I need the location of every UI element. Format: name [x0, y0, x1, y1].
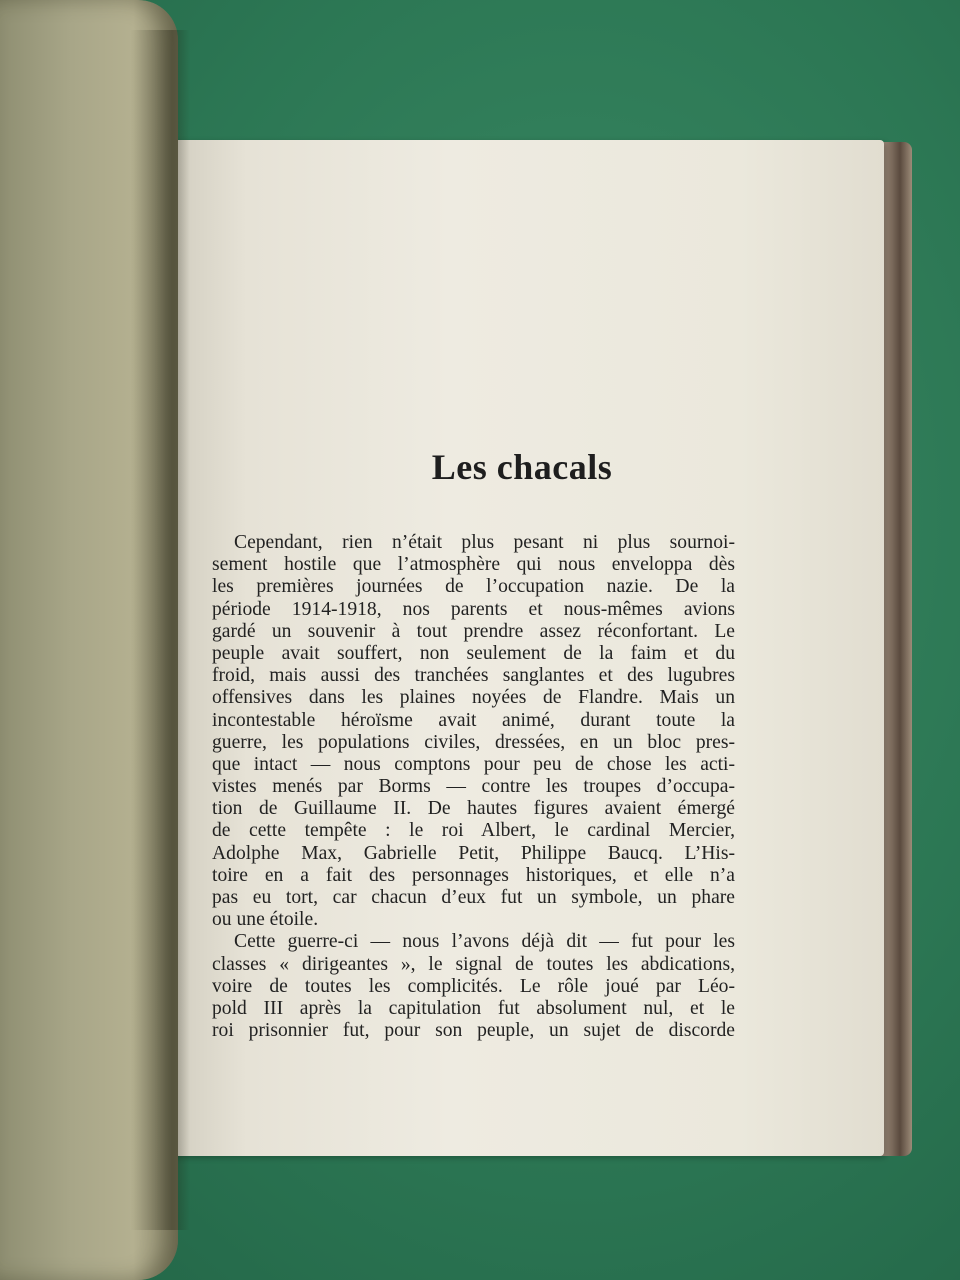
paragraph-2 [212, 931, 735, 1042]
text-line: incontestable héroïsme avait animé, durant toute la [212, 709, 735, 731]
text-line: offensives dans les plaines noyées de Flandre. Mais un [212, 687, 735, 709]
gutter-shadow [130, 30, 190, 1230]
text-line: pas eu tort, car chacun d’eux fut un symbole, un phare [212, 887, 735, 908]
text-line: voire de toutes les complicités. Le rôle joué par Léo- [212, 975, 735, 997]
text-line: que intact — nous comptons pour peu de chose les acti- [212, 753, 735, 775]
text-line: les premières journées de l’occupation nazie. De la [212, 576, 735, 598]
text-line: peuple avait souffert, non seulement de la faim et du [212, 642, 735, 664]
paragraph-1 [212, 532, 735, 931]
text-line: Adolphe Max, Gabrielle Petit, Philippe Baucq. L’His- [212, 842, 735, 864]
text-line: de cette tempête : le roi Albert, le cardinal Mercier, [212, 820, 735, 842]
text-line: pold III après la capitulation fut absolument nul, et le [212, 997, 735, 1019]
text-line: Cette guerre-ci — nous l’avons déjà dit — fut pour les [234, 931, 735, 953]
text-line: froid, mais aussi des tranchées sanglantes et des lugubres [212, 665, 735, 687]
text-line: toire en a fait des personnages historiques, et elle n’a [212, 864, 735, 886]
text-line: vistes menés par Borms — contre les troupes d’occupa- [212, 776, 735, 798]
text-line: tion de Guillaume II. De hautes figures avaient émergé [212, 798, 735, 820]
text-line: roi prisonnier fut, pour son peuple, un sujet de discorde [212, 1020, 735, 1042]
text-line: guerre, les populations civiles, dressées, en un bloc pres- [212, 731, 735, 753]
chapter-title: Les chacals [431, 447, 613, 487]
text-line: ou une étoile. [212, 909, 319, 931]
body-text [212, 532, 735, 1042]
text-line: Cependant, rien n’était plus pesant ni plus sournoi- [234, 532, 735, 553]
text-line: classes « dirigeantes », le signal de toutes les abdications, [212, 953, 735, 975]
text-line: gardé un souvenir à tout prendre assez réconfortant. Le [212, 620, 735, 642]
text-line: période 1914-1918, nos parents et nous-mêmes avions [212, 598, 735, 620]
text-line: sement hostile que l’atmosphère qui nous enveloppa dès [212, 554, 735, 576]
